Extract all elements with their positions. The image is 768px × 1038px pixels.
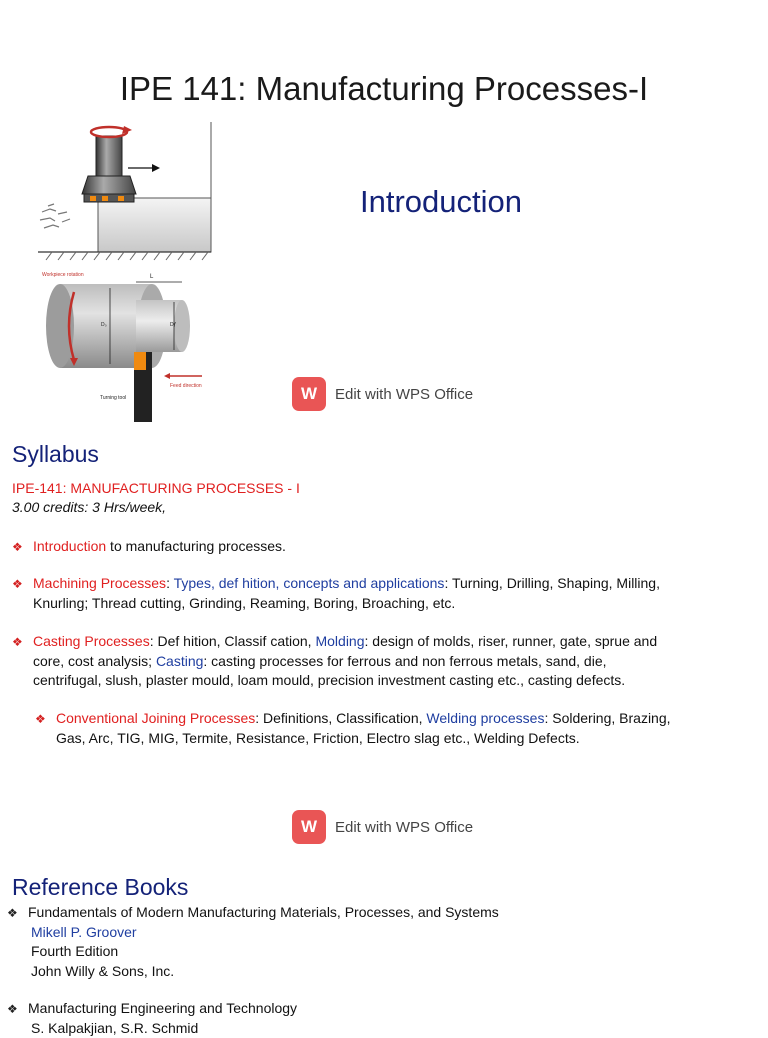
item-text: : design of molds, riser, runner, gate, sprue and xyxy=(365,633,658,649)
item-text-line2: Knurling; Thread cutting, Grinding, Reaming, Boring, Broaching, etc. xyxy=(33,594,761,614)
wps-watermark[interactable] xyxy=(292,810,473,844)
bullet-icon: ❖ xyxy=(12,540,23,554)
syllabus-item-joining xyxy=(56,709,761,748)
item-title: Conventional Joining Processes xyxy=(56,710,255,726)
bullet-icon: ❖ xyxy=(35,712,46,726)
df-label: Dƒ xyxy=(170,322,177,328)
milling-diagram xyxy=(38,122,214,262)
course-code: IPE-141: MANUFACTURING PROCESSES - I xyxy=(12,480,300,496)
reference-books-heading: Reference Books xyxy=(12,874,188,901)
item-subtitle-molding: Molding xyxy=(315,633,364,649)
item-subtitle: Types, def hition, concepts and applications xyxy=(174,575,445,591)
item-sep: : xyxy=(166,575,174,591)
item-text: : Soldering, Brazing, xyxy=(544,710,670,726)
workpiece-rotation-label: Workpiece rotation xyxy=(42,272,84,278)
page-title: IPE 141: Manufacturing Processes-I xyxy=(0,70,768,108)
book-title: Fundamentals of Modern Manufacturing Materials, Processes, and Systems xyxy=(28,903,499,923)
length-label: L xyxy=(150,274,154,280)
syllabus-item-introduction xyxy=(33,537,286,557)
book-author: S. Kalpakjian, S.R. Schmid xyxy=(28,1019,297,1038)
syllabus-heading: Syllabus xyxy=(12,441,99,468)
feed-direction-label: Feed direction xyxy=(170,383,202,389)
book-author: Mikell P. Groover xyxy=(28,923,499,943)
d0-label: D₀ xyxy=(101,322,107,328)
item-text-line2: Gas, Arc, TIG, MIG, Termite, Resistance, Friction, Electro slag etc., Welding Defects. xyxy=(56,729,761,749)
item-title: Introduction xyxy=(33,538,106,554)
bullet-icon: ❖ xyxy=(12,577,23,591)
item-text: core, cost analysis; xyxy=(33,653,156,669)
book-title: Manufacturing Engineering and Technology xyxy=(28,999,297,1019)
syllabus-item-machining xyxy=(33,574,761,613)
item-subtitle-welding: Welding processes xyxy=(426,710,544,726)
turning-tool-label: Turning tool xyxy=(100,395,126,401)
item-title: Machining Processes xyxy=(33,575,166,591)
item-text: : casting processes for ferrous and non ferrous metals, sand, die, xyxy=(203,653,606,669)
item-title: Casting Processes xyxy=(33,633,150,649)
turning-diagram xyxy=(38,268,218,426)
item-text: : Definitions, Classification, xyxy=(255,710,426,726)
wps-watermark[interactable] xyxy=(292,377,473,411)
wps-logo-icon: W xyxy=(292,810,326,844)
item-text-line3: centrifugal, slush, plaster mould, loam mould, precision investment casting etc., casting defects. xyxy=(33,671,761,691)
bullet-icon: ❖ xyxy=(7,1002,18,1016)
bullet-icon: ❖ xyxy=(12,635,23,649)
item-text: : Def hition, Classif cation, xyxy=(150,633,316,649)
syllabus-item-casting xyxy=(33,632,761,691)
reference-book xyxy=(28,999,297,1038)
book-publisher: John Willy & Sons, Inc. xyxy=(28,962,499,982)
book-edition: Fourth Edition xyxy=(28,942,499,962)
wps-logo-icon: W xyxy=(292,377,326,411)
wps-watermark-text: Edit with WPS Office xyxy=(335,819,473,836)
wps-watermark-text: Edit with WPS Office xyxy=(335,386,473,403)
bullet-icon: ❖ xyxy=(7,906,18,920)
reference-book xyxy=(28,903,499,981)
course-credits: 3.00 credits: 3 Hrs/week, xyxy=(12,499,166,515)
item-text: : Turning, Drilling, Shaping, Milling, xyxy=(444,575,660,591)
item-text: to manufacturing processes. xyxy=(106,538,286,554)
item-subtitle-casting: Casting xyxy=(156,653,203,669)
introduction-heading: Introduction xyxy=(360,184,522,220)
